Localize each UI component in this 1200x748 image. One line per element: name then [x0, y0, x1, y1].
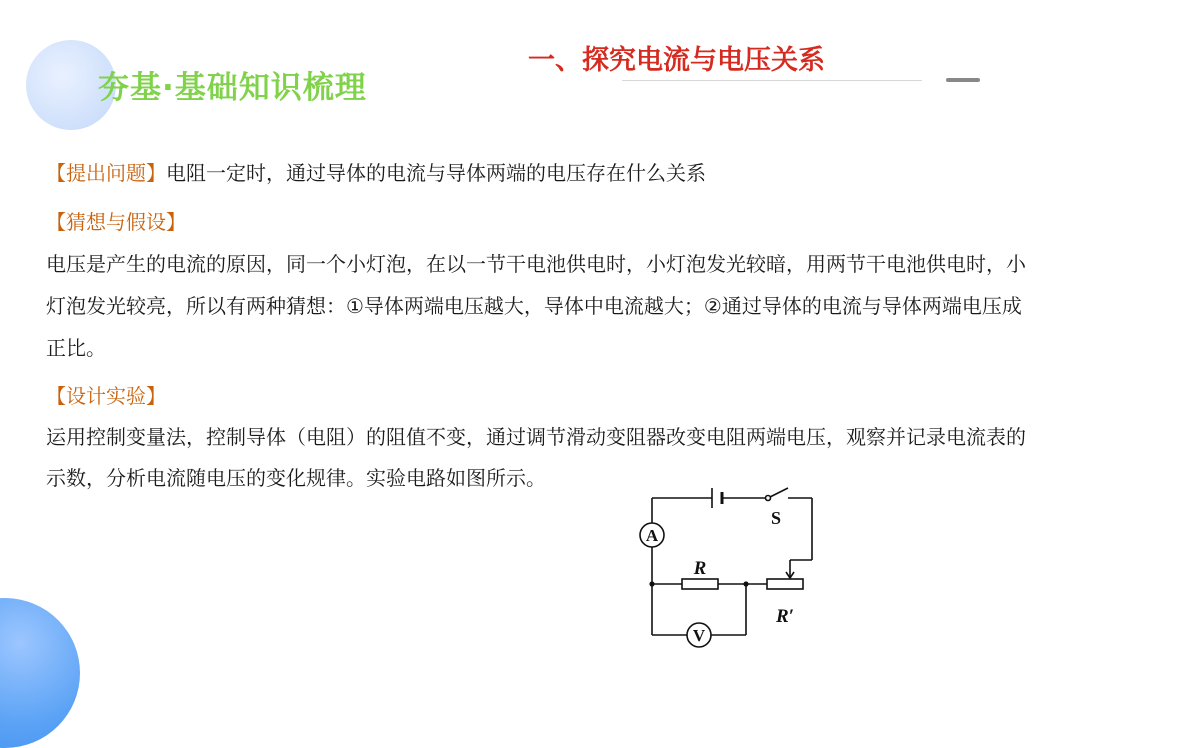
- title-accent-bar: [946, 78, 980, 82]
- design-tag: 【设计实验】: [46, 384, 166, 408]
- hypothesis-line-2: 灯泡发光较亮，所以有两种猜想：①导体两端电压越大，导体中电流越大；②通过导体的电流与导体两端电压成: [46, 294, 1022, 318]
- question-tag: 【提出问题】: [46, 161, 166, 185]
- design-line-1: 运用控制变量法，控制导体（电阻）的阻值不变，通过调节滑动变阻器改变电阻两端电压，观察并记录电流表的: [46, 425, 1026, 449]
- question-text: 电阻一定时，通过导体的电流与导体两端的电压存在什么关系: [166, 161, 706, 185]
- question-line: [46, 151, 706, 195]
- hypothesis-tag: 【猜想与假设】: [46, 210, 186, 234]
- design-line-2: 示数，分析电流随电压的变化规律。实验电路如图所示。: [46, 466, 546, 490]
- section-title: 一、探究电流与电压关系: [528, 45, 825, 76]
- ammeter-label: A: [645, 526, 659, 545]
- decorative-circle-bottom: [0, 598, 80, 748]
- switch-label: S: [770, 508, 782, 528]
- voltmeter-label: V: [692, 626, 706, 645]
- circuit-diagram: [628, 480, 828, 660]
- title-underline: [622, 80, 922, 81]
- resistor-label: R: [693, 558, 707, 579]
- brand-title: 夯基·基础知识梳理: [98, 70, 367, 106]
- rheostat-label: R′: [775, 606, 795, 627]
- hypothesis-line-3: 正比。: [46, 336, 106, 360]
- hypothesis-line-1: 电压是产生的电流的原因，同一个小灯泡，在以一节干电池供电时，小灯泡发光较暗，用两节干电池供电时，小: [46, 252, 1026, 276]
